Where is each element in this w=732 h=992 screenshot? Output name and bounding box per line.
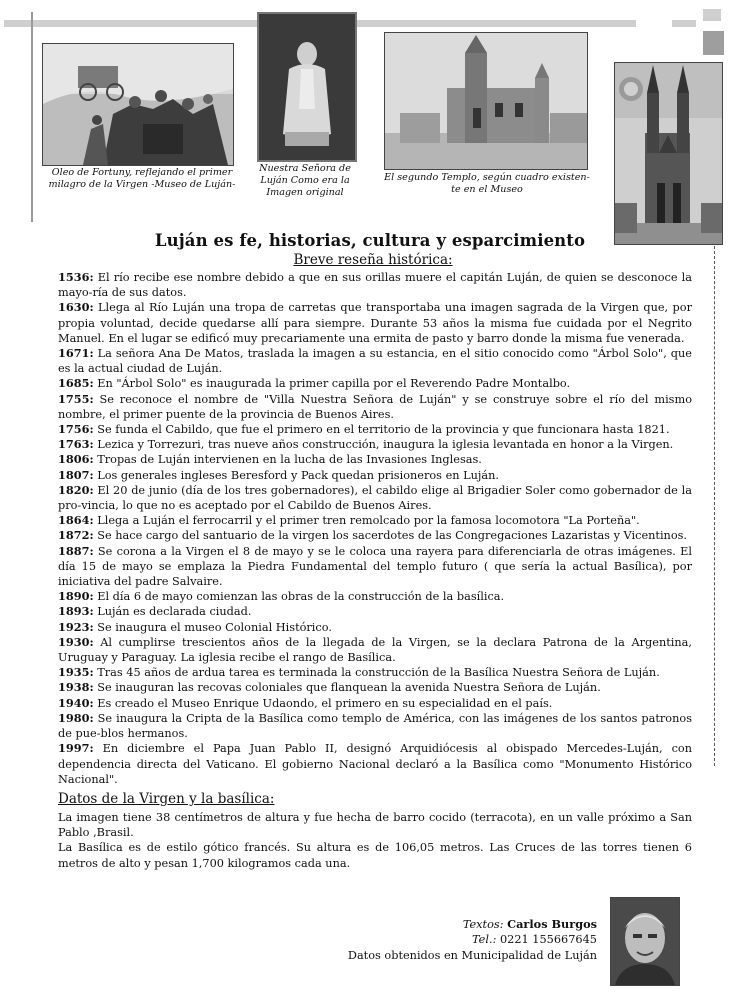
timeline-entry [58, 696, 692, 711]
entry-year: 1890: [58, 589, 94, 604]
credits-block [348, 917, 597, 963]
photo-virgin-statue [257, 12, 357, 162]
entry-year: 1935: [58, 665, 94, 680]
timeline-entry [58, 376, 692, 391]
photo-fortuny-painting [42, 43, 234, 166]
entry-year: 1685: [58, 376, 94, 391]
entry-text: Al cumplirse trescientos años de la llegada de la Virgen, se la declara Patrona de la Argentina, Uruguay y Paraguay. La iglesia recibe el rango de Basílica. [58, 635, 692, 665]
entry-year: 1864: [58, 513, 94, 528]
header-rule-right [672, 20, 696, 27]
credits-author [348, 917, 597, 932]
entry-text: Se hace cargo del santuario de la virgen los sacerdotes de las Congregaciones Lazaristas y Vicentinos. [93, 529, 688, 543]
entry-year: 1671: [58, 346, 94, 361]
section-subtitle: Breve reseña histórica: [293, 252, 453, 268]
timeline-entry [58, 392, 692, 422]
entry-year: 1980: [58, 710, 94, 725]
tel-value: 0221 155667645 [499, 933, 597, 947]
entry-text: El día 6 de mayo comienzan las obras de la construcción de la basílica. [93, 590, 505, 604]
entry-text: Luján es declarada ciudad. [93, 605, 252, 619]
entry-text: Se inaugura la Cripta de la Basílica como templo de América, con las imágenes de los santos patronos de pue-blos hermanos. [58, 711, 692, 741]
photo-caption-3: El segundo Templo, según cuadro existen- te en el Museo [384, 172, 590, 195]
entry-year: 1872: [58, 528, 94, 543]
entry-text: El 20 de junio (día de los tres gobernadores), el cabildo elige al Brigadier Soler como gobernador de la pro-vincia, lo que no es aceptado por el Cabildo de Buenos Aires. [58, 483, 692, 513]
timeline-entry [58, 300, 692, 346]
entry-year: 1536: [58, 270, 94, 284]
entry-year: 1923: [58, 619, 94, 634]
section2-paragraph: La imagen tiene 38 centímetros de altura y fue hecha de barro cocido (terracota), en un valle próximo a San Pablo ,Brasil. [58, 811, 692, 840]
entry-year: 1630: [58, 300, 94, 315]
timeline-entry [58, 528, 692, 543]
entry-year: 1940: [58, 695, 94, 710]
left-rule [31, 12, 33, 222]
entry-text: Se reconoce el nombre de "Villa Nuestra Señora de Luján" y se construye sobre el río del mismo nombre, el primer puente de la provincia de Buenos Aires. [58, 392, 692, 421]
entry-year: 1893: [58, 604, 94, 619]
timeline-entry [58, 452, 692, 467]
section2-title: Datos de la Virgen y la basílica: [58, 791, 275, 807]
timeline-entry [58, 346, 692, 376]
timeline-entry [58, 711, 692, 741]
entry-text: Se inauguran las recovas coloniales que flanquean la avenida Nuestra Señora de Luján. [93, 681, 601, 695]
entry-year: 1756: [58, 422, 94, 437]
entry-text: En diciembre el Papa Juan Pablo II, designó Arquidiócesis al obispado Mercedes-Luján, con dependencia directa del Vaticano. El gobierno Nacional declaró a la Basílica como "Monumento Histórico Nacional". [58, 742, 692, 786]
entry-text: El río recibe ese nombre debido a que en sus orillas muere el capitán Luján, de quien se desconoce la mayo-ría de sus datos. [58, 271, 692, 300]
entry-text: En "Árbol Solo" es inaugurada la primer capilla por el Reverendo Padre Montalbo. [93, 377, 571, 391]
timeline-entry [58, 620, 692, 635]
timeline-entry [58, 483, 692, 513]
entry-text: Se funda el Cabildo, que fue el primero en el territorio de la provincia y que funcionara hasta 1821. [93, 423, 670, 437]
entry-text: Tropas de Luján intervienen en la lucha de las Invasiones Inglesas. [93, 453, 482, 467]
timeline-entry [58, 468, 692, 483]
entry-text: Se corona a la Virgen el 8 de mayo y se le coloca una rayera para diferenciarla de otras imágenes. El día 15 de mayo se emplaza la Piedra Fundamental del templo futuro ( que sería la actual Basílica), por iniciativa del padre Salvaire. [58, 544, 692, 589]
tel-label: Tel.: [472, 933, 497, 947]
entry-text: Llega a Luján el ferrocarril y el primer tren remolcado por la famosa locomotora "La Porteña". [93, 514, 640, 528]
entry-year: 1755: [58, 391, 94, 406]
photo-basilica [614, 62, 723, 245]
entry-year: 1806: [58, 452, 94, 467]
timeline-entry [58, 680, 692, 695]
timeline-entry [58, 513, 692, 528]
entry-year: 1763: [58, 437, 94, 452]
photo-caption-2: Nuestra Señora de Luján Como era la Imagen original [259, 163, 351, 198]
entry-text: Se inaugura el museo Colonial Histórico. [93, 620, 332, 634]
author-name: Carlos Burgos [507, 917, 597, 931]
corner-block-light [703, 9, 721, 21]
section2-body [58, 810, 692, 871]
timeline-entry [58, 270, 692, 300]
entry-year: 1807: [58, 467, 94, 482]
textos-label: Textos: [462, 918, 504, 931]
entry-text: La señora Ana De Matos, traslada la imagen a su estancia, en el sitio conocido como "Árbol Solo", que es la actual ciudad de Luján. [58, 347, 692, 376]
credits-phone [348, 932, 597, 947]
entry-text: Lezica y Torrezuri, tras nueve años construcción, inaugura la iglesia levantada en honor a la Virgen. [93, 438, 674, 452]
entry-text: Llega al Río Luján una tropa de carretas que transportaba una imagen sagrada de la Virgen que, por propia voluntad, decide quedarse allí para siempre. Durante 53 años la misma fue cuidada por el Negrito Manuel. En el lugar se edificó muy precariamente una ermita de pasto y barro donde la misma fue venerada. [58, 301, 692, 345]
photo-second-temple [384, 32, 588, 170]
corner-block-dark [703, 31, 724, 55]
entry-text: Los generales ingleses Beresford y Pack quedan prisioneros en Luján. [93, 468, 500, 482]
entry-text: Tras 45 años de ardua tarea es terminada la construcción de la Basílica Nuestra Señora de Luján. [93, 666, 660, 680]
timeline-entry [58, 422, 692, 437]
history-timeline [58, 270, 692, 787]
timeline-entry [58, 741, 692, 787]
timeline-entry [58, 589, 692, 604]
entry-year: 1887: [58, 543, 94, 558]
section2-paragraph: La Basílica es de estilo gótico francés. Su altura es de 106,05 metros. Las Cruces de las torres tienen 6 metros de alto y pesan 1,700 kilogramos cada una. [58, 841, 692, 870]
timeline-entry [58, 635, 692, 665]
photo-caption-1: Oleo de Fortuny, reflejando el primer milagro de la Virgen -Museo de Luján- [48, 167, 236, 190]
page-title: Luján es fe, historias, cultura y esparcimiento [154, 231, 586, 250]
timeline-entry [58, 437, 692, 452]
timeline-entry [58, 544, 692, 590]
timeline-entry [58, 665, 692, 680]
entry-year: 1997: [58, 741, 94, 756]
entry-year: 1820: [58, 482, 94, 497]
entry-year: 1938: [58, 680, 94, 695]
timeline-entry [58, 604, 692, 619]
author-portrait [610, 897, 680, 986]
entry-year: 1930: [58, 634, 94, 649]
credits-source: Datos obtenidos en Municipalidad de Luján [347, 948, 597, 962]
entry-text: Es creado el Museo Enrique Udaondo, el primero en su especialidad en el país. [93, 696, 553, 710]
dashed-rule [714, 246, 715, 766]
